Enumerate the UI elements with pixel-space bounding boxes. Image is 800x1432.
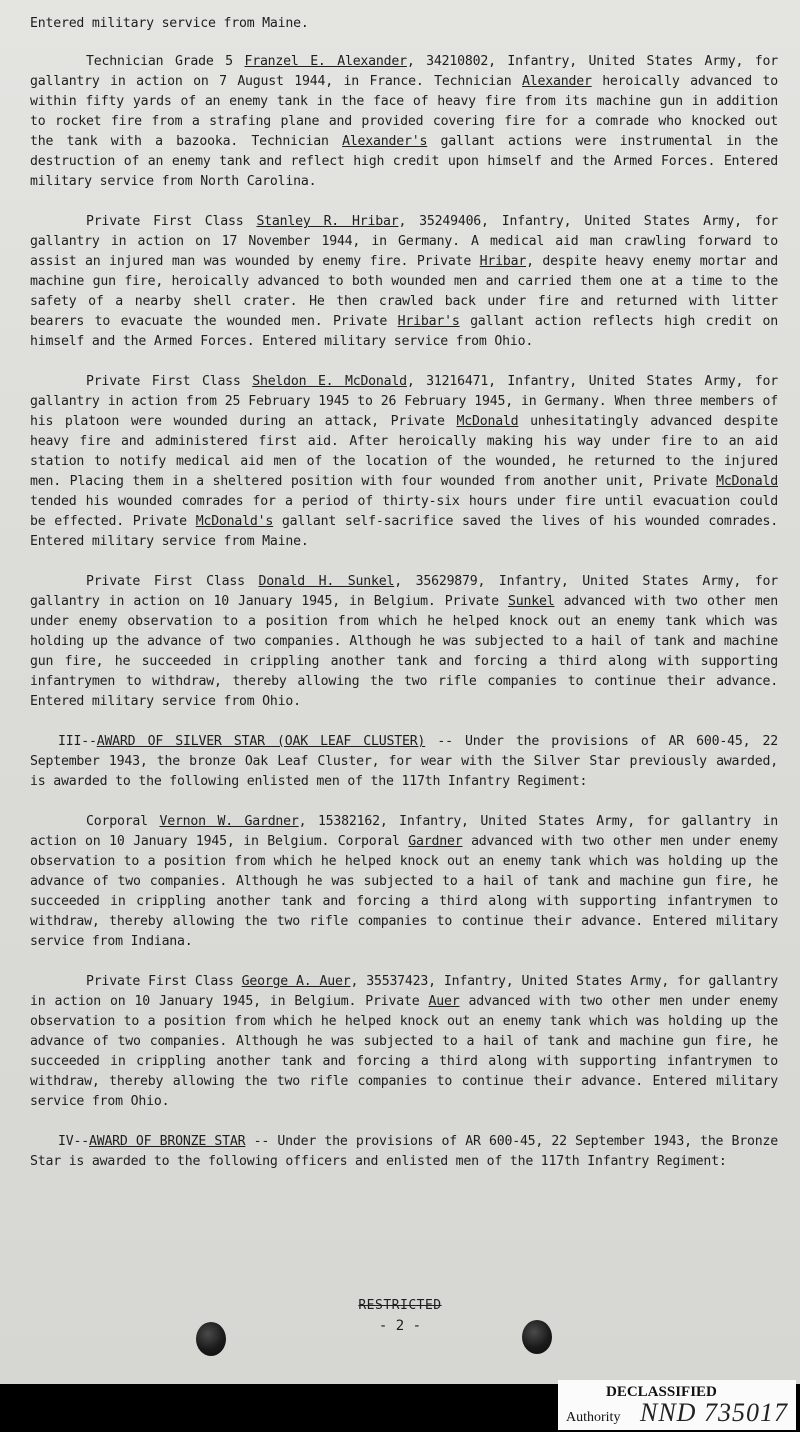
text-run: advanced with two other men under enemy observation to a position from which he helped knock out an enemy tank which was holding up the advance of two companies. Although he was subjected to a hail of tank and machine gun fire, he succeeded in crippling another tank and forcing a third along with supporting infantrymen to withdraw, thereby allowing the two rifle companies to continue their advance. Entered military service from Ohio. [30, 994, 778, 1109]
binder-hole-right [522, 1320, 552, 1354]
text-run: gallant action reflects high credit on himself and the Armed Forces. Entered military service from Ohio. [30, 314, 778, 349]
text-run: , 35629879, Infantry, United States Army, for gallantry in action on 10 January 1945, in Belgium. Private [30, 574, 778, 609]
restricted-marking: RESTRICTED [358, 1298, 442, 1313]
citation-auer [30, 972, 778, 1112]
text-run: -- Under the provisions of AR 600-45, 22 September 1943, the Bronze Star is awarded to the following officers and enlisted men of the 117th Infantry Regiment: [30, 1134, 778, 1169]
recipient-name-ref: McDonald [716, 474, 778, 489]
section-heading: AWARD OF BRONZE STAR [88, 1134, 246, 1149]
document-body [30, 14, 778, 1192]
recipient-name-ref: McDonald's [195, 514, 274, 529]
paragraph-continuation [30, 14, 778, 34]
recipient-name-ref: Hribar [479, 254, 527, 269]
recipient-name: Donald H. Sunkel [258, 574, 395, 589]
text-run: , 35249406, Infantry, United States Army, for gallantry in action on 17 November 1944, in Germany. A medical aid man crawling forward to assist an injured man was wounded by enemy fire. Private [30, 214, 778, 269]
recipient-name: George A. Auer [241, 974, 351, 989]
text-run: Private First Class [86, 374, 253, 389]
text-run: , 31216471, Infantry, United States Army, for gallantry in action from 25 February 1945 to 26 February 1945, in Germany. When three members of his platoon were wounded during an attack, Private [30, 374, 779, 429]
section-heading: AWARD OF SILVER STAR (OAK LEAF CLUSTER) [96, 734, 426, 749]
section-iv-bronze-star [30, 1132, 778, 1172]
binder-hole-left [196, 1322, 226, 1356]
recipient-name: Franzel E. Alexander [244, 54, 407, 69]
citation-gardner [30, 812, 778, 952]
text-run: Technician Grade 5 [86, 54, 245, 69]
text-run: gallant actions were instrumental in the destruction of an enemy tank and reflect high credit upon himself and the Armed Forces. Entered military service from North Carolina. [30, 134, 778, 189]
text-run: Private First Class [86, 214, 257, 229]
section-iii-silver-star [30, 732, 778, 792]
text-run: Private First Class [86, 974, 242, 989]
text-run: Private First Class [86, 574, 259, 589]
declassified-title: DECLASSIFIED [606, 1384, 717, 1400]
section-number: III-- [58, 734, 97, 749]
text-run: , 15382162, Infantry, United States Army, for gallantry in action on 10 January 1945, in Belgium. Corporal [30, 814, 778, 849]
recipient-name: Stanley R. Hribar [256, 214, 399, 229]
text-run: , 35537423, Infantry, United States Army, for gallantry in action on 10 January 1945, in Belgium. Private [30, 974, 779, 1009]
citation-mcdonald [30, 372, 778, 552]
recipient-name-ref: Hribar's [397, 314, 460, 329]
recipient-name-ref: Alexander's [342, 134, 428, 149]
recipient-name: Sheldon E. McDonald [252, 374, 407, 389]
recipient-name-ref: Sunkel [508, 594, 555, 609]
recipient-name-ref: Auer [428, 994, 460, 1009]
recipient-name-ref: Alexander [522, 74, 592, 89]
declassified-authority-code: NND 735017 [640, 1398, 788, 1427]
section-number: IV-- [58, 1134, 89, 1149]
text-run: Corporal [86, 814, 160, 829]
recipient-name-ref: McDonald [456, 414, 519, 429]
text-run: , 34210802, Infantry, United States Army, for gallantry in action on 7 August 1944, in France. Technician [30, 54, 778, 89]
text-run: , despite heavy enemy mortar and machine gun fire, heroically advanced to both wounded men and carried them one at a time to the safety of a nearby shell crater. He then crawled back under fire and returned with litter bearers to evacuate the wounded men. Private [30, 254, 779, 329]
text-run: unhesitatingly advanced despite heavy fire and administered first aid. After heroically making his way under fire to an aid station to notify medical aid men of the location of the wounded, he returned to the injured men. Placing them in a sheltered position with four wounded from another unit, Private [30, 414, 779, 489]
text-run: advanced with two other men under enemy observation to a position from which he helped knock out an enemy tank which was holding up the advance of two companies. Although he was subjected to a hail of tank and machine gun fire, he succeeded in crippling another tank and forcing a third along with supporting infantrymen to withdraw, thereby allowing the two rifle companies to continue their advance. Entered military service from Indiana. [30, 834, 779, 949]
recipient-name: Vernon W. Gardner [159, 814, 299, 829]
text-run: gallant self-sacrifice saved the lives of his wounded comrades. Entered military service from Maine. [30, 514, 778, 549]
text-run: tended his wounded comrades for a period of thirty-six hours under fire until evacuation could be effected. Private [30, 494, 778, 529]
text-run: -- Under the provisions of AR 600-45, 22 September 1943, the bronze Oak Leaf Cluster, for wear with the Silver Star previously awarded, is awarded to the following enlisted men of the 117th Infantry Regiment: [30, 734, 778, 789]
recipient-name-ref: Gardner [408, 834, 463, 849]
citation-sunkel [30, 572, 778, 712]
text-run: advanced with two other men under enemy observation to a position from which he helped knock out an enemy tank which was holding up the advance of two companies. Although he was subjected to a hail of tank and machine gun fire, he succeeded in crippling another tank and forcing a third along with supporting infantrymen to withdraw, thereby allowing the two rifle companies to continue their advance. Entered military service from Ohio. [30, 594, 778, 709]
citation-hribar [30, 212, 778, 352]
declassified-authority-label: Authority [566, 1410, 621, 1425]
page-number: - 2 - [378, 1318, 422, 1334]
continuation-text: Entered military service from Maine. [30, 16, 309, 31]
text-run: heroically advanced to within fifty yards of an enemy tank in the face of heavy fire from its machine gun in addition to rocket fire from a strafing plane and provided covering fire for a comrade who knocked out the tank with a bazooka. Technician [30, 74, 778, 149]
citation-alexander [30, 52, 778, 192]
